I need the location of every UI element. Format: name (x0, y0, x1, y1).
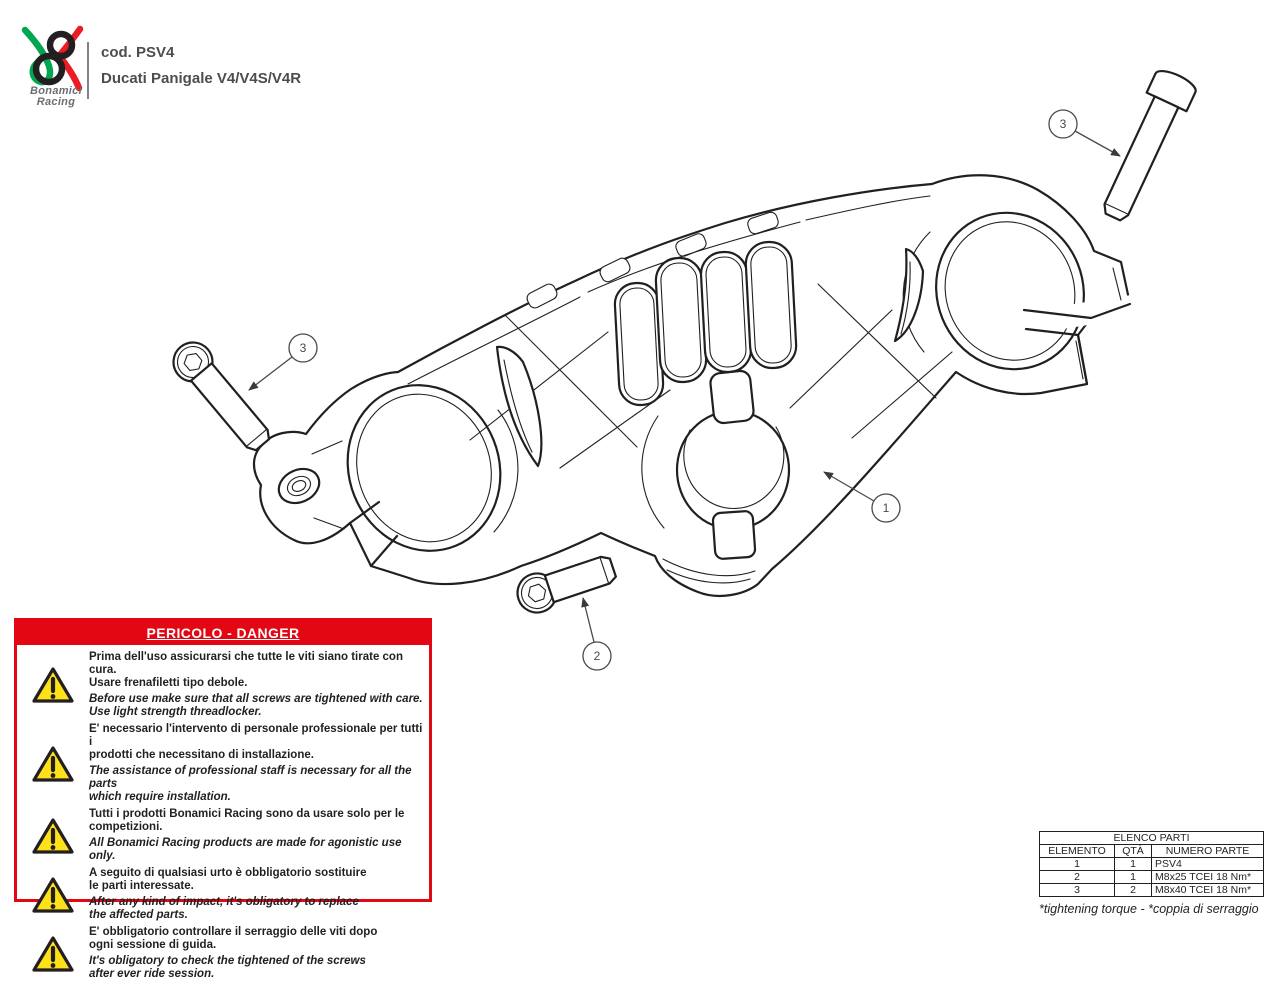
danger-title: PERICOLO - DANGER (146, 625, 300, 641)
cell-elemento: 3 (1040, 884, 1115, 897)
screw-m8x40-left (166, 335, 278, 458)
col-qta: QTÀ (1115, 845, 1152, 858)
warning-text-it: E' necessario l'intervento di personale professionale per tutti i (89, 723, 423, 748)
cell-qta: 1 (1115, 871, 1152, 884)
cell-numero: PSV4 (1152, 858, 1264, 871)
warning-text-it: Usare frenafiletti tipo debole. (89, 677, 248, 689)
cell-elemento: 2 (1040, 871, 1115, 884)
warning-item (17, 651, 423, 719)
warning-text-it: A seguito di qualsiasi urto è obbligatorio sostituire (89, 867, 367, 879)
table-row (1040, 884, 1264, 897)
brand-line1: Bonamici (30, 85, 82, 97)
callout-3-top (1049, 110, 1120, 156)
callout-2-number: 2 (593, 649, 601, 663)
parts-table (1039, 831, 1264, 897)
warning-text-en: Use light strength threadlocker. (89, 706, 262, 718)
warning-text-en: The assistance of professional staff is necessary for all the parts (89, 765, 412, 790)
cell-numero: M8x40 TCEI 18 Nm* (1152, 884, 1264, 897)
warning-item (17, 867, 423, 922)
callout-3-left-number: 3 (299, 341, 307, 355)
cell-qta: 1 (1115, 858, 1152, 871)
torque-footnote: *tightening torque - *coppia di serraggio (1039, 902, 1259, 916)
parts-list (1039, 831, 1265, 916)
warning-triangle-icon (17, 934, 89, 974)
cell-qta: 2 (1115, 884, 1152, 897)
warning-text-it: le parti interessate. (89, 880, 194, 892)
warning-triangle-icon (17, 875, 89, 915)
danger-warning-box (14, 618, 432, 980)
warning-text-it: prodotti che necessitano di installazione. (89, 749, 314, 761)
callout-1-number: 1 (882, 501, 890, 515)
warning-text-it: ogni sessione di guida. (89, 939, 217, 951)
warning-text-it: Tutti i prodotti Bonamici Racing sono da usare solo per le competizioni. (89, 808, 405, 833)
warning-text-en: which require installation. (89, 791, 231, 803)
danger-body (17, 645, 429, 989)
warning-item (17, 808, 423, 863)
screw-m8x40-top (1093, 66, 1199, 226)
table-row (1040, 858, 1264, 871)
warning-text-en: after ever ride session. (89, 968, 215, 980)
col-numero-parte: NUMERO PARTE (1152, 845, 1264, 858)
warning-text-en: It's obligatory to check the tightened of the screws (89, 955, 366, 967)
product-code: cod. PSV4 (101, 44, 175, 61)
key-tab-bottom (712, 511, 755, 560)
warning-text-en: the affected parts. (89, 909, 188, 921)
col-elemento: ELEMENTO (1040, 845, 1115, 858)
parts-table-header-row (1040, 845, 1264, 858)
brand-line2: Racing (36, 96, 76, 108)
callout-3-top-number: 3 (1059, 117, 1067, 131)
cell-elemento: 1 (1040, 858, 1115, 871)
callout-2 (583, 598, 611, 670)
callout-3-left (249, 334, 317, 390)
warning-triangle-icon (17, 816, 89, 856)
warning-text-en: After any kind of impact, it's obligatory to replace (89, 896, 359, 908)
product-model: Ducati Panigale V4/V4S/V4R (101, 70, 302, 87)
warning-triangle-icon (17, 744, 89, 784)
warning-text-it: Prima dell'uso assicurarsi che tutte le viti siano tirate con cura. (89, 651, 403, 676)
warning-item (17, 926, 423, 981)
table-row (1040, 871, 1264, 884)
key-tab-top (709, 370, 754, 424)
cell-numero: M8x25 TCEI 18 Nm* (1152, 871, 1264, 884)
warning-text-en: All Bonamici Racing products are made for agonistic use only. (89, 837, 402, 862)
warning-text-en: Before use make sure that all screws are tightened with care. (89, 693, 423, 705)
parts-table-title: ELENCO PARTI (1040, 832, 1264, 845)
warning-text-it: E' obbligatorio controllare il serraggio delle viti dopo (89, 926, 378, 938)
warning-item (17, 723, 423, 804)
triple-clamp-part (254, 175, 1136, 596)
warning-triangle-icon (17, 665, 89, 705)
danger-title-bar (17, 621, 429, 645)
